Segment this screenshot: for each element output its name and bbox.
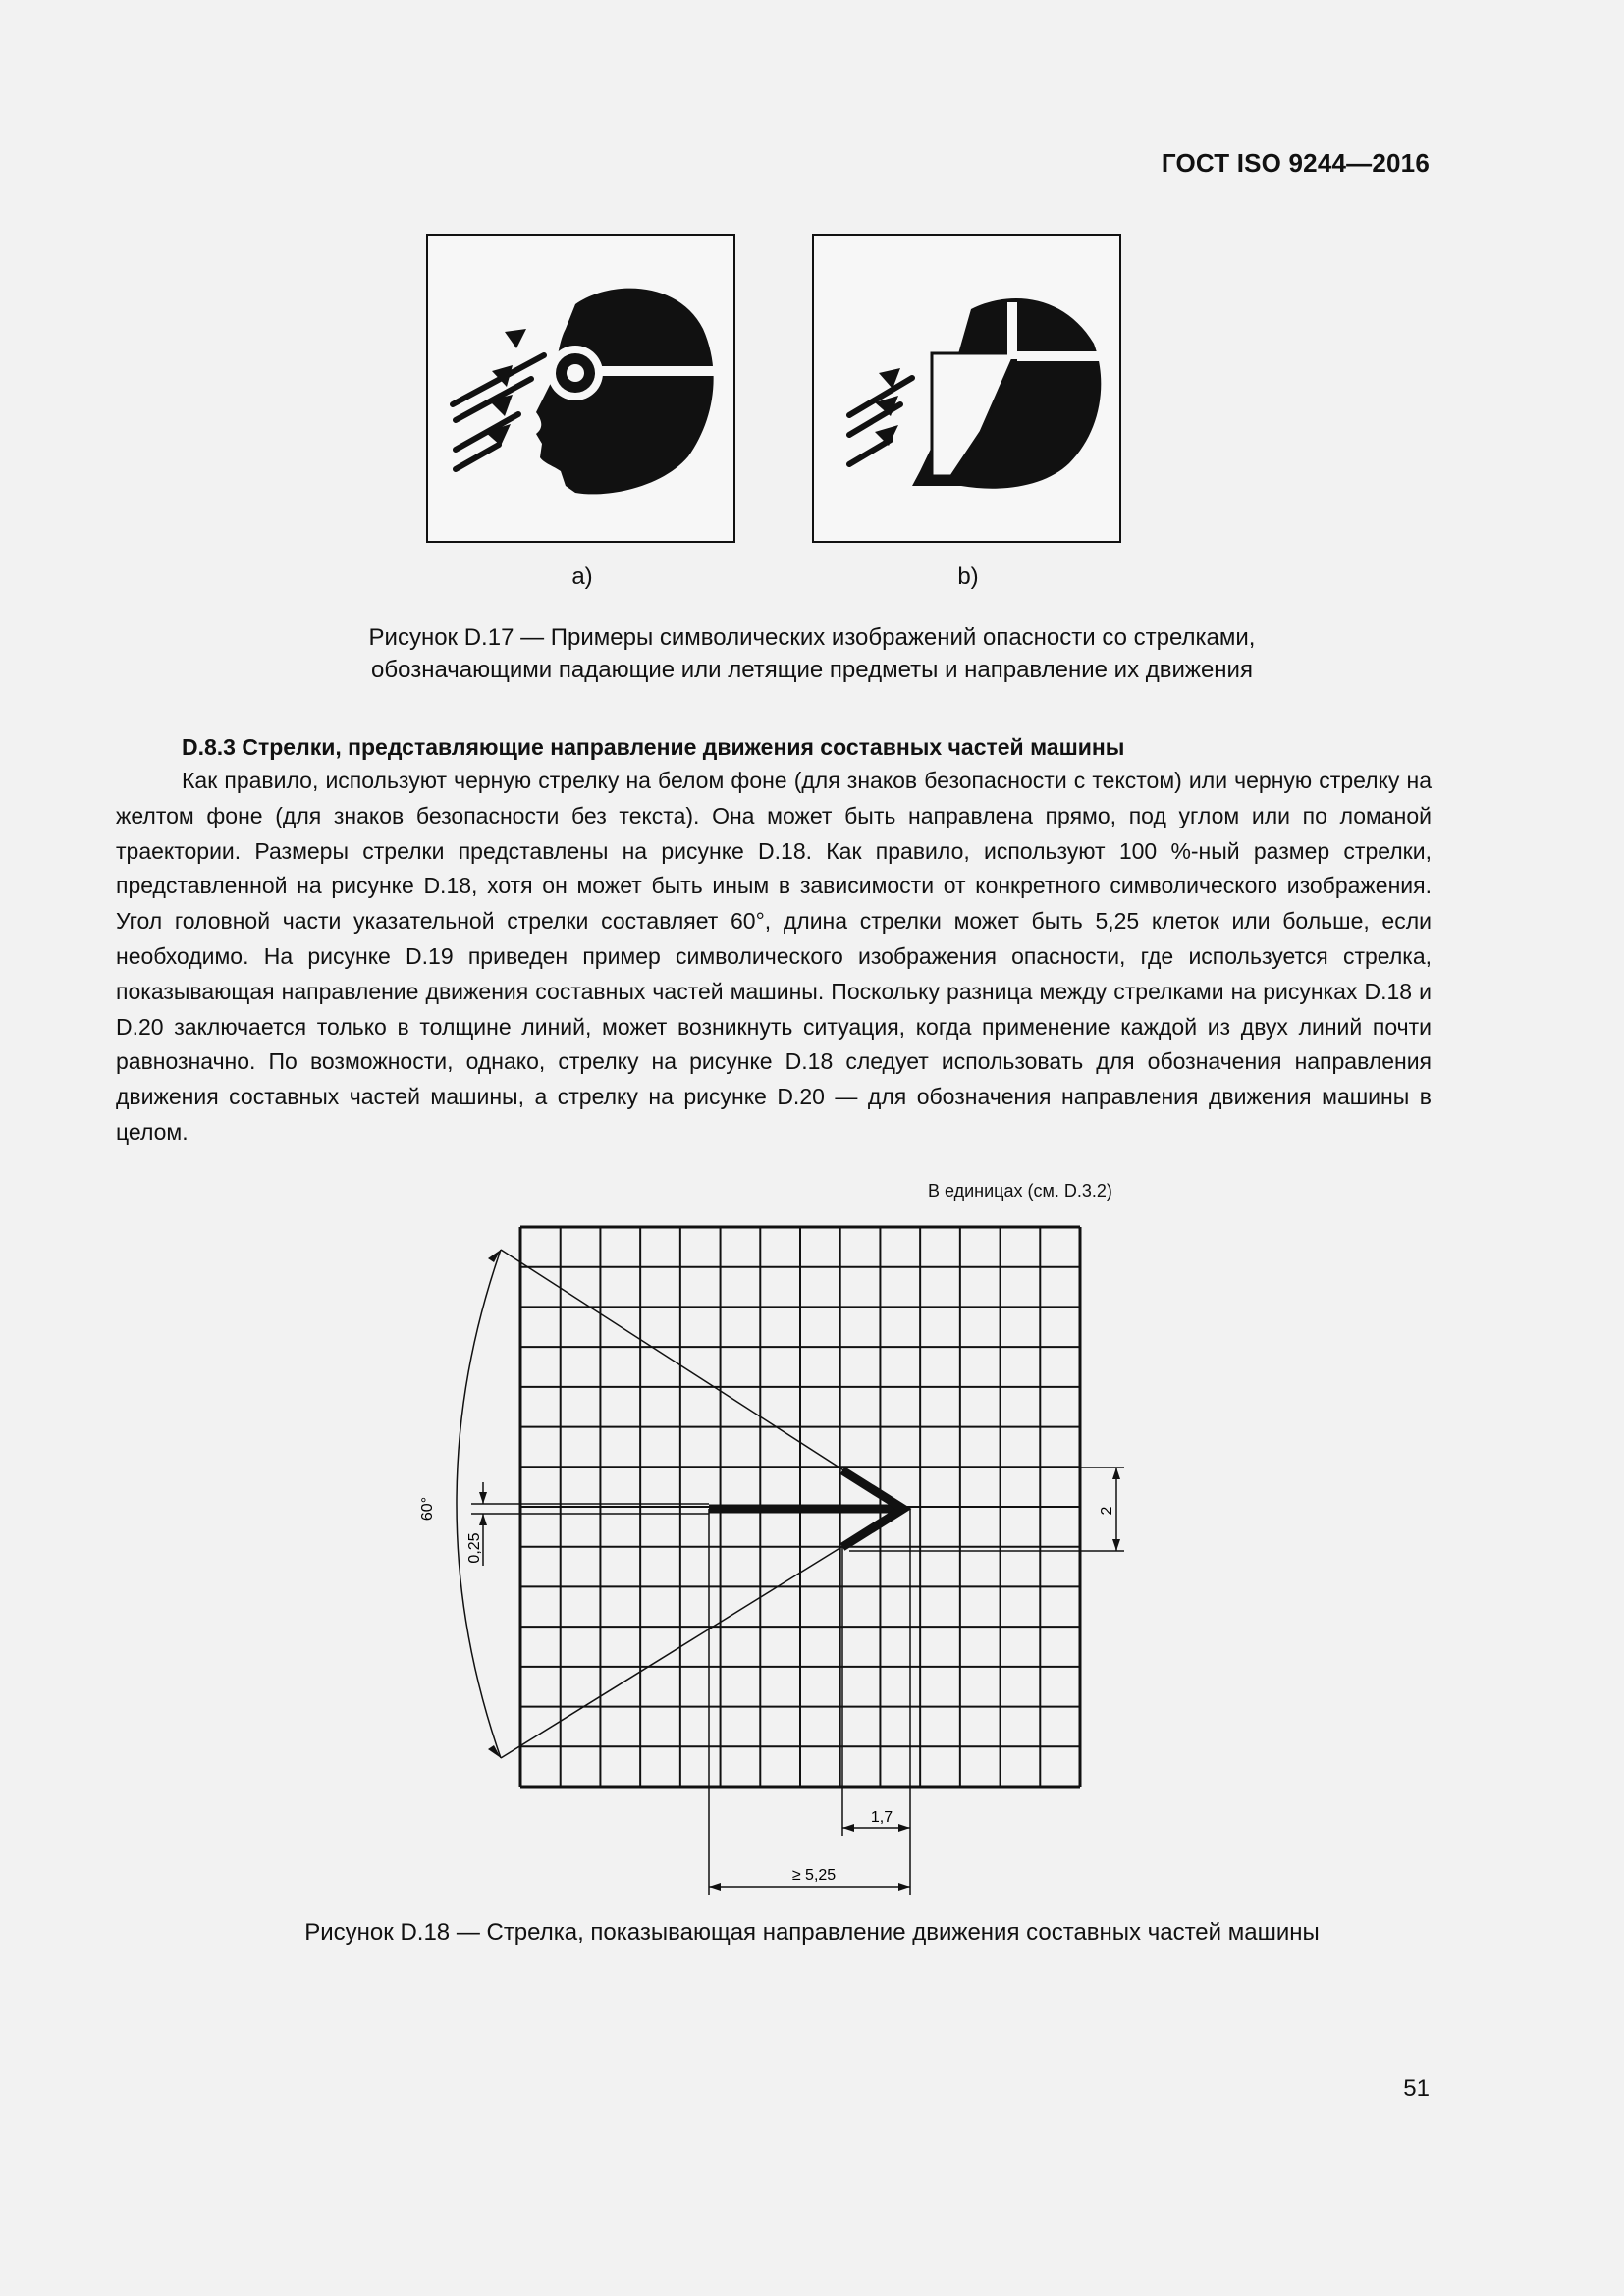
document-header: ГОСТ ISO 9244—2016 [1161, 148, 1430, 178]
figure-d17-a-label: a) [571, 563, 593, 590]
dimension-label-head-length: 1,7 [870, 1809, 893, 1826]
goggles-head-with-flying-particles-icon [428, 236, 733, 541]
figure-d18-arrow-grid-diagram [393, 1202, 1159, 1909]
figure-d17-b-label: b) [957, 563, 979, 590]
units-note: В единицах (см. D.3.2) [928, 1181, 1112, 1201]
dimension-label-angle: 60° [419, 1496, 436, 1522]
dimension-label-head-height: 2 [1099, 1506, 1115, 1516]
section-title: D.8.3 Стрелки, представляющие направление движения составных частей машины [182, 734, 1125, 760]
figure-d17-caption [255, 621, 1369, 686]
dimension-label-arrow-length: ≥ 5,25 [791, 1867, 837, 1884]
section-body-paragraph: Как правило, используют черную стрелку на белом фоне (для знаков безопасности с текстом) или черную стрелку на желтом фоне (для знаков безопасности без текста). Она может быть направлена прямо, под углом или по ломаной траектории. Размеры стрелки представлены на рисунке D.18. Как правило, используют 100 %-ный размер стрелки, представленной на рисунке D.18, хотя он может быть иным в зависимости от конкретного символического изображения. Угол головной части указательной стрелки составляет 60°, длина стрелки может быть 5,25 клеток или больше, если необходимо. На рисунке D.19 приведен пример символического изображения опасности, где используется стрелка, показывающая направление движения составных частей машины. Поскольку разница между стрелками на рисунках D.18 и D.20 заключается только в толщине линий, может возникнуть ситуация, когда применение каждой из двух линий почти равнозначно. По возможности, однако, стрелку на рисунке D.18 следует использовать для обозначения направления движения составных частей машины, а стрелку на рисунке D.20 — для обозначения направления движения машины в целом. [116, 768, 1432, 1145]
face-shield-head-with-flying-particles-icon [814, 236, 1119, 541]
page-number: 51 [1403, 2075, 1430, 2102]
figure-d17-a-frame [426, 234, 735, 543]
dimension-label-thickness: 0,25 [466, 1532, 483, 1564]
figure-d17-b-frame [812, 234, 1121, 543]
figure-d18-caption: Рисунок D.18 — Стрелка, показывающая направление движения составных частей машины [304, 1919, 1320, 1946]
figure-d17-caption-line-2: обозначающими падающие или летящие предметы и направление их движения [371, 657, 1253, 683]
figure-d17-caption-line-1: Рисунок D.17 — Примеры символических изображений опасности со стрелками, [368, 624, 1256, 651]
